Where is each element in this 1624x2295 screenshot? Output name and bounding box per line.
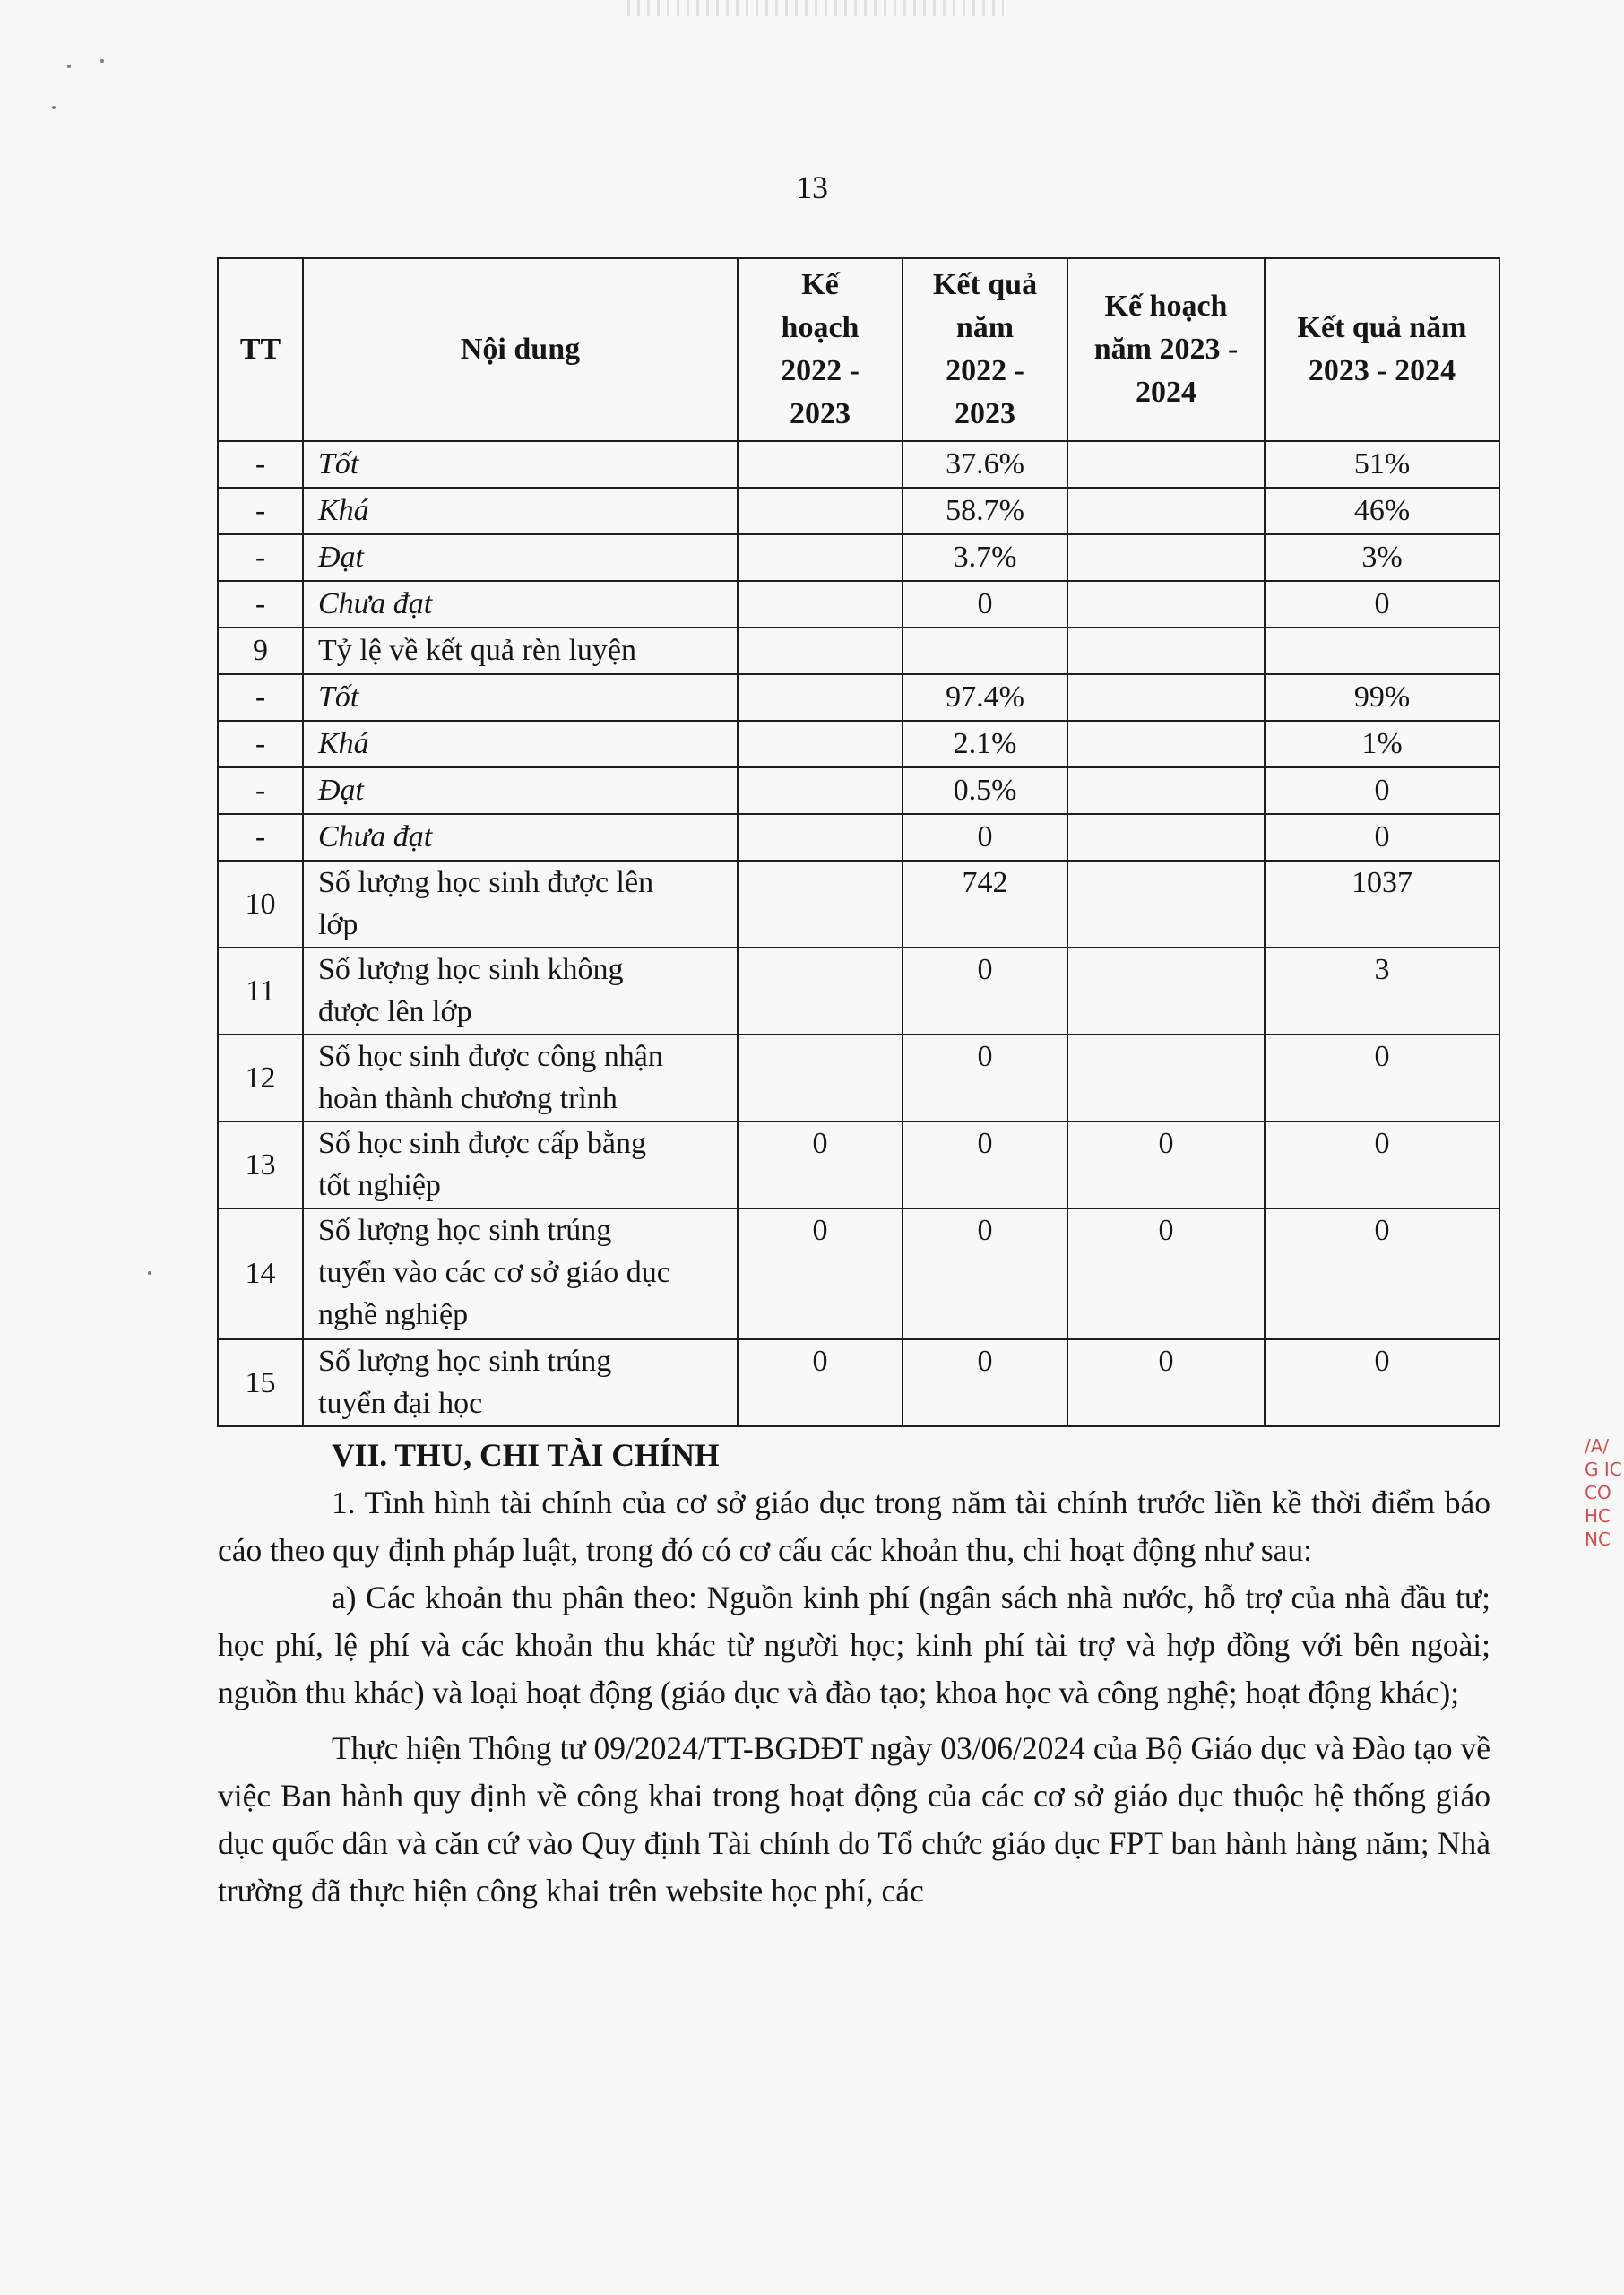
- cell-plan-2023: [1067, 488, 1265, 534]
- cell-plan-2022: [738, 948, 903, 1035]
- cell-content: Số học sinh được cấp bằng tốt nghiệp: [303, 1122, 738, 1208]
- paragraph: Thực hiện Thông tư 09/2024/TT-BGDĐT ngày 03/06/2024 của Bộ Giáo dục và Đào tạo về việc Ban hành quy định về công khai trong hoạt động của các cơ sở giáo dục thuộc hệ thống giáo dục quốc dân và căn cứ vào Quy định Tài chính do Tổ chức giáo dục FPT ban hành hàng năm; Nhà trường đã thực hiện công khai trên website học phí, các: [218, 1730, 1490, 1909]
- cell-plan-2022: [738, 441, 903, 488]
- table-row: [218, 1339, 1499, 1426]
- cell-result-2023: 0: [1265, 1035, 1499, 1122]
- table-row: [218, 441, 1499, 488]
- cell-plan-2023: [1067, 767, 1265, 814]
- cell-plan-2023: [1067, 674, 1265, 721]
- cell-result-2022: 0: [903, 1208, 1067, 1339]
- cell-result-2022: 0: [903, 948, 1067, 1035]
- cell-plan-2022: [738, 721, 903, 767]
- cell-content: Tốt: [303, 441, 738, 488]
- cell-result-2023: 0: [1265, 814, 1499, 861]
- cell-plan-2023: [1067, 861, 1265, 948]
- cell-plan-2023: [1067, 534, 1265, 581]
- cell-result-2023: 3: [1265, 948, 1499, 1035]
- cell-plan-2022: [738, 814, 903, 861]
- cell-tt: 13: [218, 1122, 303, 1208]
- table-row: [218, 674, 1499, 721]
- cell-tt: -: [218, 814, 303, 861]
- cell-tt: 15: [218, 1339, 303, 1426]
- cell-result-2023: 1037: [1265, 861, 1499, 948]
- cell-tt: 12: [218, 1035, 303, 1122]
- cell-plan-2023: [1067, 628, 1265, 674]
- cell-plan-2022: [738, 628, 903, 674]
- cell-plan-2023: 0: [1067, 1122, 1265, 1208]
- cell-plan-2022: 0: [738, 1339, 903, 1426]
- table-header-row: [218, 258, 1499, 441]
- cell-result-2022: 0: [903, 1035, 1067, 1122]
- cell-content: Khá: [303, 721, 738, 767]
- cell-tt: -: [218, 674, 303, 721]
- cell-content: Tỷ lệ về kết quả rèn luyện: [303, 628, 738, 674]
- scan-speck: [100, 59, 104, 63]
- cell-result-2023: 0: [1265, 581, 1499, 628]
- header-result-2023: Kết quả năm 2023 - 2024: [1265, 258, 1499, 441]
- cell-result-2022: 58.7%: [903, 488, 1067, 534]
- scan-speck: [67, 65, 71, 68]
- table-row: [218, 1122, 1499, 1208]
- cell-result-2023: 99%: [1265, 674, 1499, 721]
- table-row: [218, 948, 1499, 1035]
- cell-plan-2023: [1067, 581, 1265, 628]
- cell-plan-2023: [1067, 441, 1265, 488]
- table-row: [218, 628, 1499, 674]
- cell-plan-2023: [1067, 721, 1265, 767]
- cell-result-2022: 0.5%: [903, 767, 1067, 814]
- cell-plan-2022: [738, 534, 903, 581]
- cell-result-2022: 0: [903, 1339, 1067, 1426]
- cell-tt: -: [218, 488, 303, 534]
- cell-result-2023: 0: [1265, 1339, 1499, 1426]
- cell-result-2022: 3.7%: [903, 534, 1067, 581]
- cell-result-2023: 1%: [1265, 721, 1499, 767]
- cell-result-2022: 37.6%: [903, 441, 1067, 488]
- table-row: [218, 488, 1499, 534]
- cell-plan-2023: [1067, 948, 1265, 1035]
- cell-result-2022: 2.1%: [903, 721, 1067, 767]
- table-row: [218, 581, 1499, 628]
- cell-plan-2022: 0: [738, 1122, 903, 1208]
- table-row: [218, 721, 1499, 767]
- cell-tt: 14: [218, 1208, 303, 1339]
- table-row: [218, 534, 1499, 581]
- header-plan-2022: Kế hoạch 2022 - 2023: [738, 258, 903, 441]
- cell-result-2023: 3%: [1265, 534, 1499, 581]
- paragraph: 1. Tình hình tài chính của cơ sở giáo dục trong năm tài chính trước liền kề thời điểm báo cáo theo quy định pháp luật, trong đó có cơ cấu các khoản thu, chi hoạt động như sau:: [218, 1485, 1490, 1568]
- cell-tt: -: [218, 534, 303, 581]
- cell-result-2022: 0: [903, 814, 1067, 861]
- scan-artifact: [627, 0, 1004, 16]
- cell-content: Chưa đạt: [303, 581, 738, 628]
- cell-result-2022: 0: [903, 581, 1067, 628]
- header-result-2022: Kết quả năm 2022 - 2023: [903, 258, 1067, 441]
- cell-result-2023: [1265, 628, 1499, 674]
- cell-plan-2022: [738, 861, 903, 948]
- cell-content: Số học sinh được công nhận hoàn thành chương trình: [303, 1035, 738, 1122]
- stamp-edge-mark: /A/ G IC CO HC NC: [1585, 1435, 1622, 1550]
- cell-plan-2022: 0: [738, 1208, 903, 1339]
- cell-plan-2023: [1067, 1035, 1265, 1122]
- cell-tt: -: [218, 721, 303, 767]
- table-row: [218, 1035, 1499, 1122]
- table-row: [218, 861, 1499, 948]
- paragraph: a) Các khoản thu phân theo: Nguồn kinh phí (ngân sách nhà nước, hỗ trợ của nhà đầu tư; học phí, lệ phí và các khoản thu khác từ người học; kinh phí tài trợ và hợp đồng với bên ngoài; nguồn thu khác) và loại hoạt động (giáo dục và đào tạo; khoa học và công nghệ; hoạt động khác);: [218, 1580, 1490, 1710]
- cell-result-2022: 742: [903, 861, 1067, 948]
- cell-plan-2022: [738, 767, 903, 814]
- cell-plan-2022: [738, 1035, 903, 1122]
- scan-speck: [148, 1271, 151, 1275]
- header-content: Nội dung: [303, 258, 738, 441]
- cell-tt: -: [218, 767, 303, 814]
- table-row: [218, 814, 1499, 861]
- cell-tt: -: [218, 441, 303, 488]
- finance-section: [218, 1432, 1490, 1915]
- scan-speck: [52, 106, 56, 109]
- cell-tt: 11: [218, 948, 303, 1035]
- section-heading: VII. THU, CHI TÀI CHÍNH: [332, 1437, 720, 1473]
- cell-plan-2023: 0: [1067, 1208, 1265, 1339]
- cell-tt: 10: [218, 861, 303, 948]
- cell-plan-2022: [738, 581, 903, 628]
- header-tt: TT: [218, 258, 303, 441]
- cell-plan-2022: [738, 674, 903, 721]
- cell-plan-2023: 0: [1067, 1339, 1265, 1426]
- cell-tt: 9: [218, 628, 303, 674]
- table-row: [218, 767, 1499, 814]
- cell-result-2022: 0: [903, 1122, 1067, 1208]
- table-row: [218, 1208, 1499, 1339]
- cell-plan-2022: [738, 488, 903, 534]
- cell-result-2022: 97.4%: [903, 674, 1067, 721]
- cell-content: Đạt: [303, 767, 738, 814]
- page-number: 13: [796, 169, 828, 205]
- results-table: [217, 257, 1500, 1427]
- cell-content: Số lượng học sinh trúng tuyển vào các cơ sở giáo dục nghề nghiệp: [303, 1208, 738, 1339]
- cell-content: Khá: [303, 488, 738, 534]
- cell-result-2023: 0: [1265, 1122, 1499, 1208]
- cell-content: Đạt: [303, 534, 738, 581]
- cell-content: Số lượng học sinh được lên lớp: [303, 861, 738, 948]
- cell-content: Tốt: [303, 674, 738, 721]
- cell-result-2023: 0: [1265, 767, 1499, 814]
- cell-result-2023: 0: [1265, 1208, 1499, 1339]
- cell-result-2023: 46%: [1265, 488, 1499, 534]
- cell-result-2022: [903, 628, 1067, 674]
- cell-result-2023: 51%: [1265, 441, 1499, 488]
- cell-content: Chưa đạt: [303, 814, 738, 861]
- cell-tt: -: [218, 581, 303, 628]
- cell-content: Số lượng học sinh không được lên lớp: [303, 948, 738, 1035]
- cell-content: Số lượng học sinh trúng tuyển đại học: [303, 1339, 738, 1426]
- cell-plan-2023: [1067, 814, 1265, 861]
- header-plan-2023: Kế hoạch năm 2023 - 2024: [1067, 258, 1265, 441]
